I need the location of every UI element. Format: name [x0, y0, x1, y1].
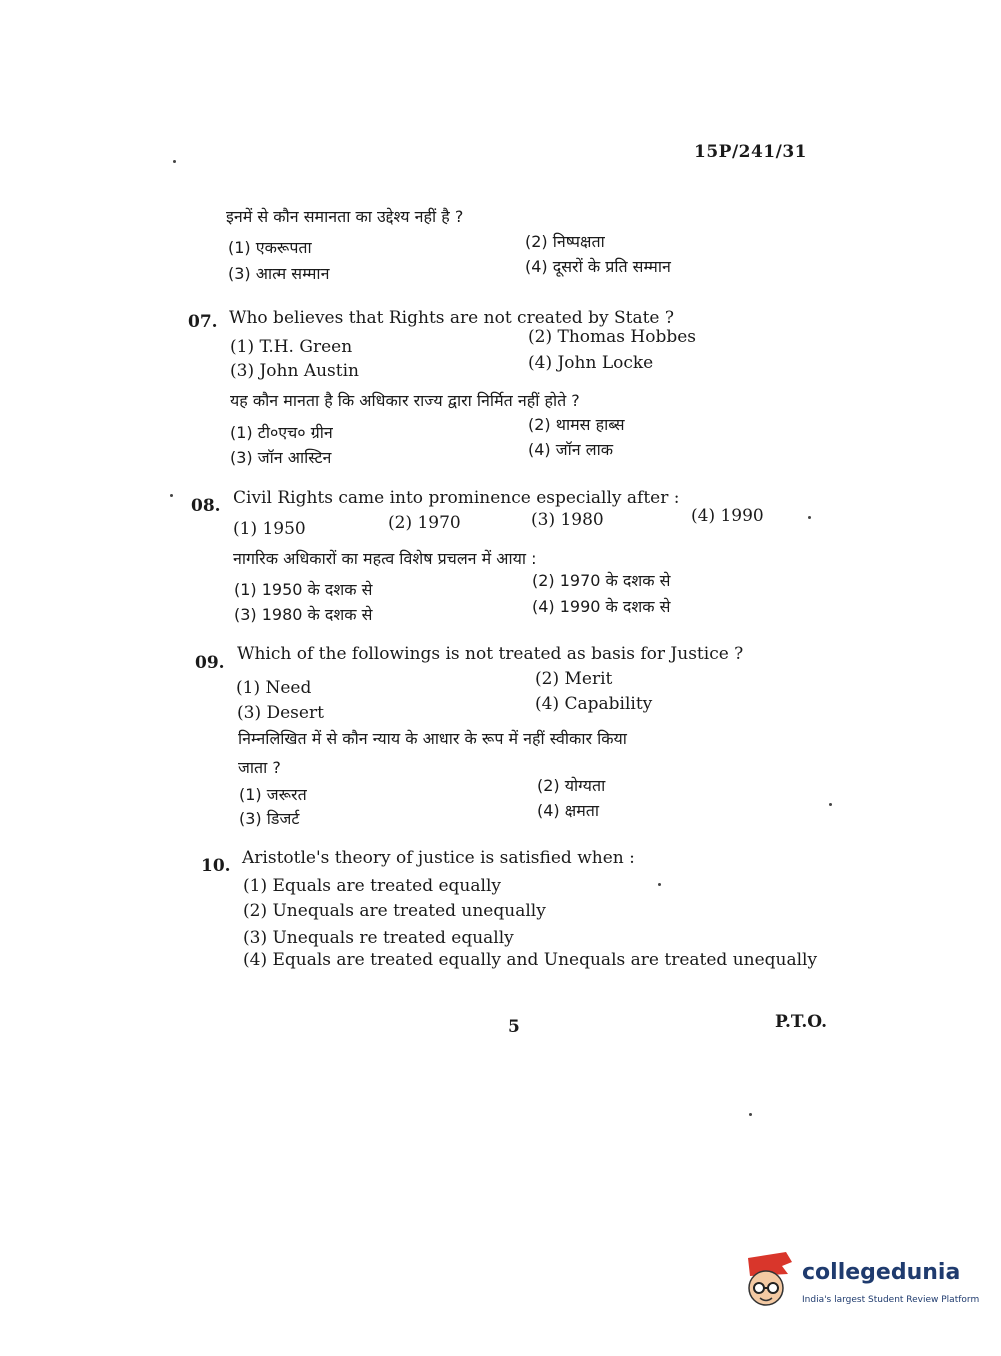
q07-hindi-option-3: (3) जॉन आस्टिन — [230, 448, 332, 467]
q09-hindi-option-2: (2) योग्यता — [537, 776, 606, 795]
q09-option-4: (4) Capability — [535, 694, 653, 714]
q07-hindi-option-1: (1) टी०एच० ग्रीन — [230, 423, 333, 442]
q07-option-4: (4) John Locke — [528, 353, 654, 373]
q09-hindi-question-line2: जाता ? — [238, 758, 281, 777]
q06-option-1: (1) एकरूपता — [228, 238, 312, 257]
q07-hindi-question: यह कौन मानता है कि अधिकार राज्य द्वारा निर्मित नहीं होते ? — [230, 391, 580, 410]
q10-option-3: (3) Unequals re treated equally — [243, 928, 514, 948]
q10-option-1: (1) Equals are treated equally — [243, 876, 501, 896]
q09-option-3: (3) Desert — [237, 703, 324, 723]
q09-option-2: (2) Merit — [535, 669, 613, 689]
q09-number: 09. — [195, 653, 225, 673]
q09-hindi-option-4: (4) क्षमता — [537, 801, 600, 820]
q07-option-2: (2) Thomas Hobbes — [528, 327, 696, 347]
q08-option-2: (2) 1970 — [388, 513, 461, 533]
q06-option-4: (4) दूसरों के प्रति सम्मान — [525, 257, 671, 276]
scan-speck — [173, 160, 176, 163]
collegedunia-watermark — [742, 1250, 980, 1320]
scan-speck — [749, 1113, 752, 1116]
q08-option-3: (3) 1980 — [531, 510, 604, 530]
q08-hindi-option-3: (3) 1980 के दशक से — [234, 605, 373, 624]
q09-hindi-option-1: (1) जरूरत — [239, 785, 307, 804]
scan-speck — [658, 883, 661, 886]
scan-speck — [808, 516, 811, 519]
scan-speck — [829, 803, 832, 806]
q07-hindi-option-4: (4) जॉन लाक — [528, 440, 614, 459]
pto-label: P.T.O. — [775, 1012, 827, 1032]
q10-option-2: (2) Unequals are treated unequally — [243, 901, 546, 921]
scan-speck — [170, 494, 173, 497]
page-number: 5 — [508, 1017, 520, 1037]
q09-hindi-question-line1: निम्नलिखित में से कौन न्याय के आधार के रूप में नहीं स्वीकार किया — [238, 729, 627, 748]
q10-question: Aristotle's theory of justice is satisfied when : — [242, 848, 635, 868]
q10-option-4: (4) Equals are treated equally and Unequals are treated unequally — [243, 950, 818, 970]
q07-option-1: (1) T.H. Green — [230, 337, 353, 357]
q08-option-1: (1) 1950 — [233, 519, 306, 539]
q09-hindi-option-3: (3) डिजर्ट — [239, 809, 300, 828]
q08-question: Civil Rights came into prominence especially after : — [233, 488, 680, 508]
q08-option-4: (4) 1990 — [691, 506, 764, 526]
q08-hindi-option-2: (2) 1970 के दशक से — [532, 571, 671, 590]
q06-hindi-question: इनमें से कौन समानता का उद्देश्य नहीं है ? — [226, 207, 464, 226]
paper-code: 15P/241/31 — [694, 142, 808, 162]
q06-option-3: (3) आत्म सम्मान — [228, 264, 330, 283]
q07-option-3: (3) John Austin — [230, 361, 360, 381]
brand-tagline: India's largest Student Review Platform — [802, 1295, 980, 1305]
q07-number: 07. — [188, 312, 218, 332]
q07-question: Who believes that Rights are not created by State ? — [229, 308, 674, 328]
q08-hindi-option-4: (4) 1990 के दशक से — [532, 597, 671, 616]
q09-option-1: (1) Need — [236, 678, 312, 698]
q08-hindi-option-1: (1) 1950 के दशक से — [234, 580, 373, 599]
q07-hindi-option-2: (2) थामस हाब्स — [528, 415, 625, 434]
q09-question: Which of the followings is not treated as basis for Justice ? — [237, 644, 744, 664]
q06-option-2: (2) निष्पक्षता — [525, 232, 605, 251]
brand-name: collegedunia — [802, 1260, 961, 1285]
q08-number: 08. — [191, 496, 221, 516]
q08-hindi-question: नागरिक अधिकारों का महत्व विशेष प्रचलन में आया : — [233, 549, 537, 568]
mascot-icon — [742, 1250, 798, 1312]
q10-number: 10. — [201, 856, 231, 876]
